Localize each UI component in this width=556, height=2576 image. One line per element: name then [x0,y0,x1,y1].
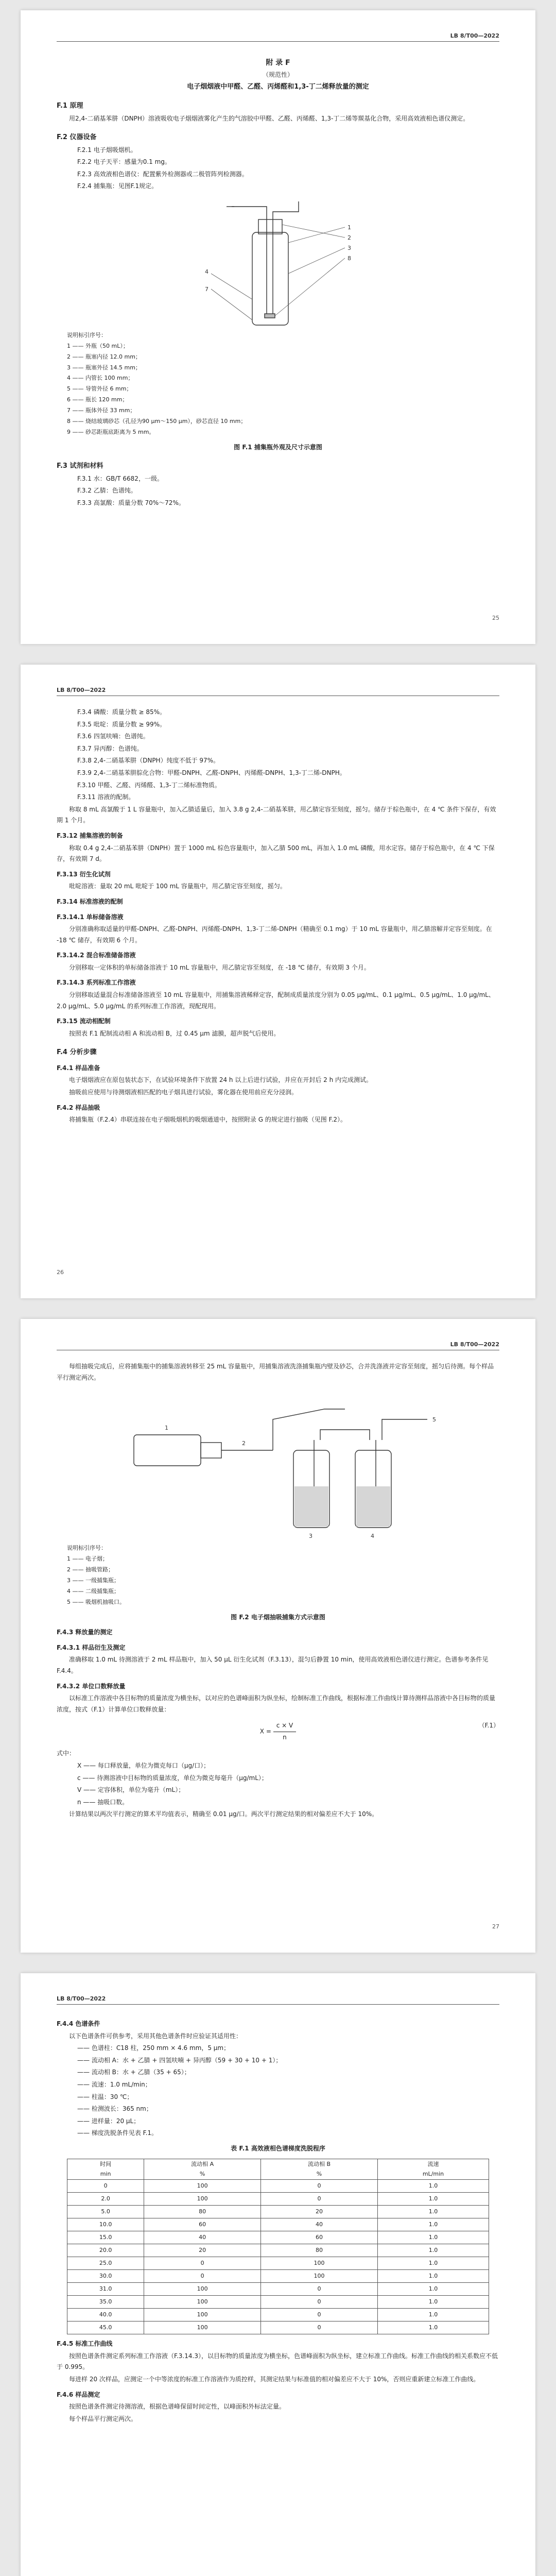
paragraph: 每进样 20 次样品，应测定一个中等浓度的标准工作溶液作为质控样，其测定结果与标准值的相对偏差应不大于 10%，否则应重新建立标准工作曲线。 [69,2375,480,2383]
page-header: LB 8/T00—2022 [57,1995,106,2002]
list-item: F.3.8 2,4-二硝基苯肼（DNPH）纯度不低于 97%。 [77,757,220,765]
gradient-table [67,2159,489,2335]
subsection-heading: F.3.15 流动相配制 [57,1018,111,1025]
paragraph: 按照色谱条件测定待测溶液，根据色谱峰保留时间定性，以峰面积外标法定量。 [69,2403,286,2411]
list-item: F.3.9 2,4-二硝基苯肼腙化合物：甲醛-DNPH、乙醛-DNPH、丙烯醛-DNPH、1,3-丁二烯-DNPH。 [77,769,346,776]
where-intro: 式中： [57,1750,76,1757]
table-cell: 1.0 [377,2321,489,2334]
table-cell: 100 [144,2193,261,2206]
table-cell: 100 [144,2296,261,2309]
list-item: F.3.3 高氯酸：质量分数 70%～72%。 [77,499,185,506]
figure-legend: 说明标引序号： 1 —— 电子烟； 2 —— 抽吸管路； 3 —— 一级捕集瓶； 4 —— 二级捕集瓶； 5 —— 吸烟机抽吸口。 [67,1545,125,1605]
table-body [67,2180,489,2334]
subsection-heading: F.4.3.2 单位口数释放量 [57,1682,126,1690]
page-4 [21,1973,535,2576]
list-item: F.3.11 溶液的配制。 [77,793,135,801]
figure-label: 8 [348,255,351,262]
table-cell: 0 [67,2180,144,2193]
table-row [67,2193,489,2206]
table-row [67,2206,489,2218]
list-item: F.2.2 电子天平：感量为0.1 mg。 [77,158,171,166]
table-header-cell: 流速 mL/min [377,2159,489,2180]
table-row [67,2321,489,2334]
outer-bottle [252,232,288,325]
appendix-type: （规范性） [262,71,293,79]
mouthpiece [201,1443,221,1458]
page-number: 27 [492,1923,499,1930]
table-header-cell: 流动相 A % [144,2159,261,2180]
table-cell: 20.0 [67,2244,144,2257]
subsection-heading: F.4.6 样品测定 [57,2391,100,2398]
page-2 [21,665,535,1298]
figure-label: 3 [309,1533,312,1540]
list-item: F.3.4 磷酸：质量分数 ≥ 85%。 [77,708,166,716]
table-cell: 1.0 [377,2244,489,2257]
where-item: c —— 待测溶液中目标物的质量浓度，单位为微克每毫升（μg/mL）； [77,1774,268,1782]
table-header-cell: 时间 min [67,2159,144,2180]
paragraph: 分别移取一定体积的单标储备溶液于 10 mL 容量瓶中，用乙腈定容至刻度，在 -18 ℃ 储存，有效期 3 个月。 [69,963,370,971]
section-heading: F.1 原理 [57,102,83,110]
where-item: X —— 每口释放量，单位为微克每口（μg/口）； [77,1762,210,1770]
table-cell: 15.0 [67,2231,144,2244]
table-cell: 31.0 [67,2283,144,2296]
paragraph: 以标准工作溶液中各目标物的质量浓度为横坐标，以对应的色谱峰面积为纵坐标，绘制标准工作曲线，根据标准工作曲线计算待测样品溶液中各目标物的质量浓度，按式（F.1）计算单位口数释放量： [57,1694,496,1713]
table-cell: 0 [261,2193,378,2206]
header-rule [57,41,499,42]
formula-f1: X = $\frac{c \times V}{n}$ （F.1） [57,1720,499,1743]
table-cell: 0 [261,2321,378,2334]
page-number: 26 [57,1269,64,1276]
table-cell: 100 [261,2270,378,2283]
subsection-heading: F.4.5 标准工作曲线 [57,2340,113,2348]
figure-label: 1 [348,224,351,231]
table-cell: 1.0 [377,2270,489,2283]
page-header: LB 8/T00—2022 [450,32,499,39]
list-item: —— 进样量：20 μL； [77,2117,140,2125]
paragraph: 按照表 F.1 配制流动相 A 和流动相 B，过 0.45 μm 滤膜，超声脱气后使用。 [69,1029,280,1037]
table-row [67,2296,489,2309]
appendix-heading: 电子烟烟液中甲醛、乙醛、丙烯醛和1,3-丁二烯释放量的测定 [187,82,369,91]
table-row [67,2270,489,2283]
paragraph: 分别准确称取适量的甲醛-DNPH、乙醛-DNPH、丙烯醛-DNPH、1,3-丁二烯-DNPH（精确至 0.1 mg）于 10 mL 容量瓶中，用乙腈溶解并定容至刻度。在 -18 ℃ 储存，有效期 6 个月。 [57,925,492,944]
table-cell: 60 [144,2218,261,2231]
table-cell: 100 [261,2257,378,2270]
table-cell: 0 [261,2309,378,2321]
section-heading: F.4 分析步骤 [57,1048,97,1057]
list-item: F.3.2 乙腈：色谱纯。 [77,487,137,495]
list-item: F.3.7 异丙醇：色谱纯。 [77,744,143,752]
stopper [258,219,282,234]
table-cell: 5.0 [67,2206,144,2218]
table-cell: 1.0 [377,2231,489,2244]
list-item: F.2.1 电子烟吸烟机。 [77,146,137,154]
figure-label: 4 [371,1533,374,1540]
table-cell: 80 [144,2206,261,2218]
table-cell: 100 [144,2321,261,2334]
table-row [67,2180,489,2193]
page-3 [21,1319,535,1953]
table-cell: 0 [261,2296,378,2309]
page-header: LB 8/T00—2022 [57,687,106,693]
table-caption: 表 F.1 高效液相色谱梯度洗脱程序 [231,2144,325,2152]
figure-label: 2 [348,234,351,241]
figure-f2 [57,1388,499,1543]
table-cell: 35.0 [67,2296,144,2309]
section-heading: F.2 仪器设备 [57,133,97,142]
table-cell: 100 [144,2309,261,2321]
table-cell: 1.0 [377,2309,489,2321]
figure-label: 5 [432,1416,436,1423]
table-cell: 1.0 [377,2180,489,2193]
frit [265,314,275,318]
table-header-row [67,2159,489,2180]
table-cell: 80 [261,2244,378,2257]
figure-caption: 图 F.1 捕集瓶外观及尺寸示意图 [234,443,322,451]
subsection-heading: F.3.14.1 单标储备溶液 [57,913,124,921]
table-cell: 1.0 [377,2206,489,2218]
subsection-heading: F.4.4 色谱条件 [57,2020,100,2027]
subsection-heading: F.3.12 捕集溶液的制备 [57,832,123,839]
page-number: 25 [492,615,499,622]
paragraph: 准确移取 1.0 mL 待测溶液于 2 mL 样品瓶中，加入 50 μL 衍生化试剂（F.3.13），混匀后静置 10 min，使用高效液相色谱仪进行测定。色谱参考条件见 F.4.4。 [57,1656,489,1674]
paragraph: 吡啶溶液：量取 20 mL 吡啶于 100 mL 容量瓶中，用乙腈定容至刻度，摇匀。 [69,883,286,890]
table-cell: 45.0 [67,2321,144,2334]
section-heading: F.3 试剂和材料 [57,462,103,470]
paragraph: 用2,4-二硝基苯肼（DNPH）溶液吸收电子烟烟液雾化产生的气溶胶中甲醛、乙醛、丙烯醛、1,3-丁二烯等羰基化合物，采用高效液相色谱仪测定。 [69,114,470,122]
page-1 [21,10,535,644]
paragraph: 每个样品平行测定两次。 [69,2415,137,2422]
paragraph: 分别移取适量混合标准储备溶液至 10 mL 容量瓶中，用捕集溶液稀释定容，配制成质量浓度分别为 0.05 μg/mL、0.1 μg/mL、0.5 μg/mL、1.0 μg/mL、2.0 μg/mL、5.0 μg/mL 的系列标准工作溶液，现配现用。 [57,991,495,1010]
table-cell: 40.0 [67,2309,144,2321]
paragraph: 电子烟烟液应在原包装状态下，在试验环境条件下放置 24 h 以上后进行试验，并应在开封后 2 h 内完成测试。 [69,1076,373,1084]
list-item: F.2.3 高效液相色谱仪：配置紫外检测器或二极管阵列检测器。 [77,170,248,178]
list-item: —— 流动相 A：水 + 乙腈 + 四氢呋喃 + 异丙醇（59 + 30 + 10 + 1）； [77,2056,282,2064]
paragraph: 按照色谱条件测定系列标准工作溶液（F.3.14.3），以目标物的质量浓度为横坐标，色谱峰面积为纵坐标，建立标准工作曲线。标准工作曲线的相关系数应不低于 0.995。 [57,2352,498,2371]
paragraph: 抽吸前应使用与待测烟液相匹配的电子烟具进行试验，雾化器在使用前应充分浸润。 [69,1089,298,1096]
table-cell: 0 [144,2270,261,2283]
where-item: V —— 定容体积，单位为毫升（mL）； [77,1786,185,1794]
paragraph: 以下色谱条件可供参考，采用其他色谱条件时应验证其适用性： [69,2032,242,2040]
figure-label: 2 [242,1440,246,1447]
table-header-cell: 流动相 B % [261,2159,378,2180]
paragraph: 称取 0.4 g 2,4-二硝基苯肼（DNPH）置于 1000 mL 棕色容量瓶中，加入乙腈 500 mL，再加入 1.0 mL 磷酸，用水定容。储存于棕色瓶中，在 4 ℃ 下保存，有效期 7 d。 [57,844,495,863]
appendix-title: 附 录 F [266,59,290,67]
table-cell: 40 [261,2218,378,2231]
list-item: —— 流动相 B：水 + 乙腈（35 + 65）； [77,2069,190,2076]
subsection-heading: F.4.3 释放量的测定 [57,1629,113,1636]
table-cell: 1.0 [377,2257,489,2270]
table-row [67,2231,489,2244]
paragraph: 将捕集瓶（F.2.4）串联连接在电子烟吸烟机的吸烟通道中，按照附录 G 的规定进行抽吸（见图 F.2）。 [69,1116,347,1124]
table-cell: 1.0 [377,2296,489,2309]
list-item: —— 柱温：30 ℃； [77,2093,133,2100]
list-item: F.2.4 捕集瓶：见图F.1规定。 [77,182,158,190]
table-cell: 1.0 [377,2283,489,2296]
solution-1 [294,1486,328,1527]
subsection-heading: F.3.14.3 系列标准工作溶液 [57,979,136,987]
list-item: —— 流速：1.0 mL/min； [77,2080,151,2088]
figure-label: 7 [205,285,208,293]
subsection-heading: F.4.2 样品抽吸 [57,1104,100,1111]
table-cell: 60 [261,2231,378,2244]
subsection-heading: F.4.3.1 样品衍生及测定 [57,1643,126,1651]
subsection-heading: F.3.14 标准溶液的配制 [57,897,123,905]
table-cell: 20 [144,2244,261,2257]
table-row [67,2244,489,2257]
ecig-device [134,1435,201,1466]
table-cell: 0 [144,2257,261,2270]
table-cell: 0 [261,2283,378,2296]
list-item: F.3.1 水：GB/T 6682，一级。 [77,474,163,482]
figure-label: 1 [165,1425,168,1432]
list-item: F.3.5 吡啶：质量分数 ≥ 99%。 [77,720,166,728]
paragraph: 计算结果以两次平行测定的算术平均值表示，精确至 0.01 μg/口。两次平行测定结果的相对偏差应不大于 10%。 [69,1810,378,1818]
solution-2 [356,1486,390,1527]
list-item: F.3.10 甲醛、乙醛、丙烯醛、1,3-丁二烯标准物质。 [77,781,221,789]
paragraph: 每组抽吸完成后，应将捕集瓶中的捕集溶液转移至 25 mL 容量瓶中，用捕集溶液洗涤捕集瓶内壁及砂芯，合并洗涤液并定容至刻度，摇匀后待测。每个样品平行测定两次。 [57,1363,494,1381]
subsection-heading: F.3.14.2 混合标准储备溶液 [57,952,136,959]
figure-legend: 说明标引序号： 1 —— 外瓶（50 mL）； 2 —— 瓶塞内径 12.0 mm； 3 —— 瓶塞外径 14.5 mm； 4 —— 内管长 100 mm； 5 —— 导管外径 6 mm； 6 —— 瓶长 120 mm； 7 —— 瓶体外径 33 mm； 8 —— 烧结玻璃砂芯（孔径为90 μm～150 μm），砂芯直径 10 mm； 9 —— 砂芯距瓶底距离为 5 mm。 [67,331,247,435]
figure-label: 4 [205,268,208,275]
table-cell: 10.0 [67,2218,144,2231]
table-row [67,2283,489,2296]
table-cell: 40 [144,2231,261,2244]
table-row [67,2257,489,2270]
table-cell: 2.0 [67,2193,144,2206]
table-cell: 100 [144,2180,261,2193]
header-rule [57,2004,499,2005]
impinger-diagram [57,196,499,330]
table-cell: 30.0 [67,2270,144,2283]
list-item: —— 色谱柱：C18 柱，250 mm × 4.6 mm，5 μm； [77,2044,230,2052]
paragraph: 称取 8 mL 高氯酸于 1 L 容量瓶中，加入乙腈适量后，加入 3.8 g 2,4-二硝基苯肼，用乙腈定容至刻度，摇匀。储存于棕色瓶中，在 4 ℃ 条件下保存，有效期 1 个月。 [57,805,496,824]
figure-label: 3 [348,244,351,251]
table-row [67,2218,489,2231]
table-cell: 20 [261,2206,378,2218]
figure-f1 [57,196,499,330]
table-cell: 1.0 [377,2193,489,2206]
list-item: F.3.6 四氢呋喃：色谱纯。 [77,733,149,740]
list-item: —— 检测波长：365 nm； [77,2105,152,2113]
table-cell: 0 [261,2180,378,2193]
table-row [67,2309,489,2321]
table-cell: 100 [144,2283,261,2296]
list-item: —— 梯度洗脱条件见表 F.1。 [77,2129,158,2137]
subsection-heading: F.3.13 衍生化试剂 [57,870,111,878]
subsection-heading: F.4.1 样品准备 [57,1064,100,1072]
smoking-setup-diagram [57,1388,499,1543]
page-header: LB 8/T00—2022 [450,1341,499,1348]
where-item: n —— 抽吸口数。 [77,1798,129,1806]
table-cell: 1.0 [377,2218,489,2231]
figure-caption: 图 F.2 电子烟抽吸捕集方式示意图 [231,1613,325,1621]
table-cell: 25.0 [67,2257,144,2270]
